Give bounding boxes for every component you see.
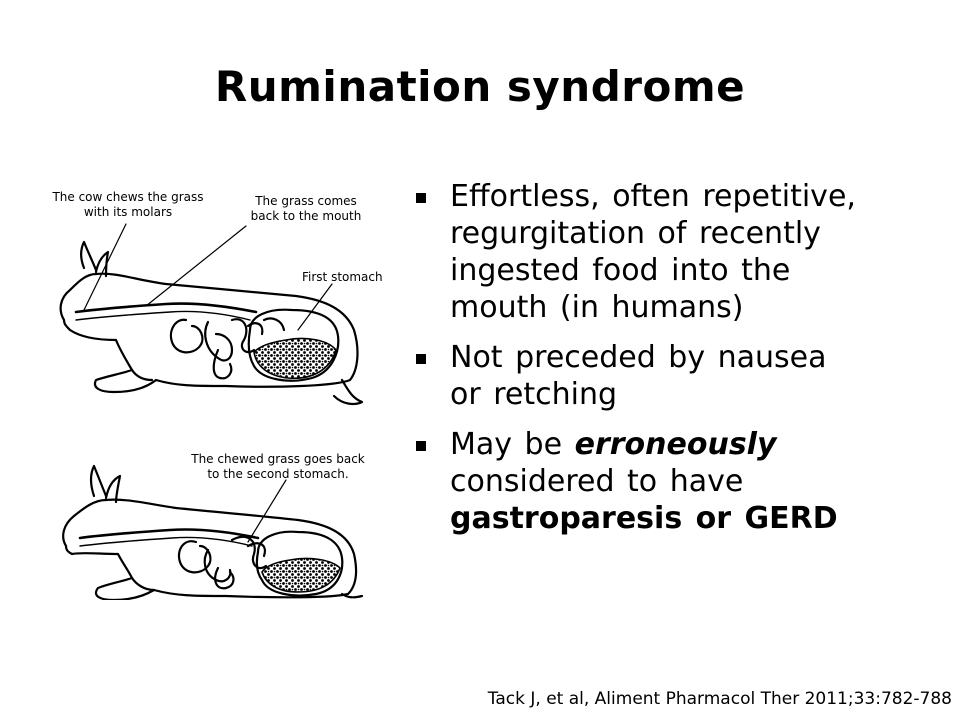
- label-cow-chews: The cow chews the grass with its molars: [52, 190, 204, 219]
- label-first-stomach: First stomach: [302, 270, 383, 284]
- bullet-not-preceded: Not preceded by nausea or retching: [412, 339, 942, 413]
- rumination-figure: [36, 180, 406, 600]
- bottom-cow-drawing: [63, 466, 362, 600]
- emphasis-gastroparesis: gastroparesis or GERD: [450, 501, 838, 536]
- bullet-square-icon: [416, 354, 426, 364]
- cow-illustration: [36, 180, 406, 600]
- bullet-list: [412, 178, 942, 550]
- slide-title: Rumination syndrome: [214, 62, 746, 111]
- bullet-square-icon: [416, 193, 426, 203]
- top-cow-drawing: [61, 224, 362, 404]
- label-second-stomach: The chewed grass goes back to the second stomach.: [191, 452, 365, 481]
- bullet-square-icon: [416, 441, 426, 451]
- bullet-erroneously: May be erroneously considered to have gastroparesis or GERD: [412, 426, 942, 537]
- bullet-effortless: Effortless, often repetitive, regurgitation of recently ingested food into the mouth (in humans): [412, 178, 942, 326]
- label-grass-comes-back: The grass comes back to the mouth: [250, 194, 362, 223]
- citation: Tack J, et al, Aliment Pharmacol Ther 2011;33:782-788: [487, 689, 952, 709]
- emphasis-erroneously: erroneously: [574, 427, 777, 462]
